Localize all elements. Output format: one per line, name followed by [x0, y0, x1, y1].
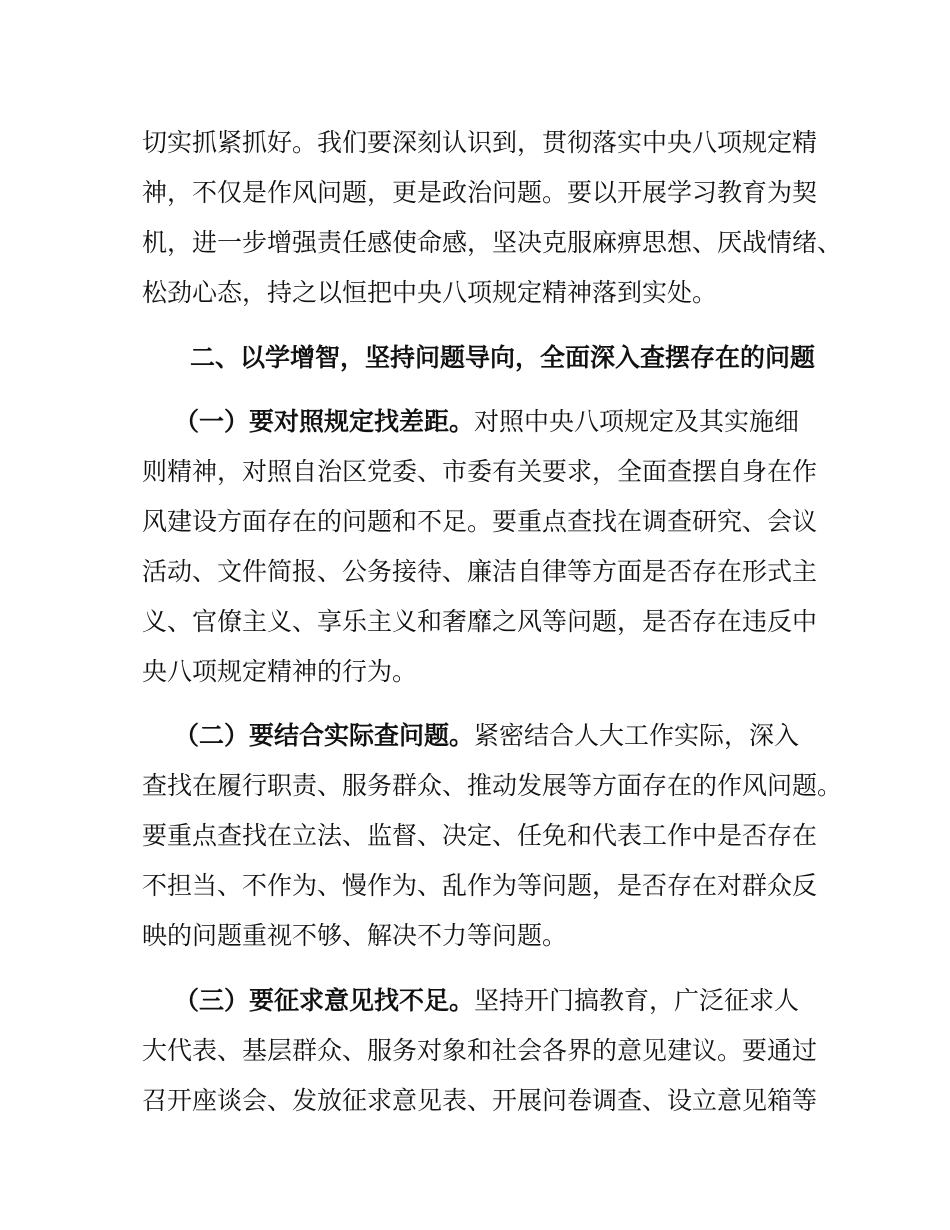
paragraph-line: 央八项规定精神的行为。 [142, 657, 418, 686]
subsection-first-line [174, 406, 950, 438]
subsection-title: （一）要对照规定找差距。 [174, 407, 475, 436]
paragraph-line: 大代表、基层群众、服务对象和社会各界的意见建议。要通过 [142, 1036, 818, 1065]
subsection-first-line [174, 720, 950, 752]
paragraph-line: 查找在履行职责、服务群众、推动发展等方面存在的作风问题。 [142, 771, 843, 800]
paragraph-line: 则精神，对照自治区党委、市委有关要求，全面查摆自身在作 [142, 457, 818, 486]
paragraph-line: 松劲心态，持之以恒把中央八项规定精神落到实处。 [142, 278, 718, 307]
paragraph-line: 映的问题重视不够、解决不力等问题。 [142, 921, 568, 950]
paragraph-line: 风建设方面存在的问题和不足。要重点查找在调查研究、会议 [142, 507, 818, 536]
subsection-text: 对照中央八项规定及其实施细 [474, 407, 800, 436]
paragraph-line: 神，不仅是作风问题，更是政治问题。要以开展学习教育为契 [142, 178, 818, 207]
subsection-text: 紧密结合人大工作实际，深入 [474, 721, 800, 750]
paragraph-line: 不担当、不作为、慢作为、乱作为等问题，是否存在对群众反 [142, 871, 818, 900]
subsection-title: （二）要结合实际查问题。 [174, 721, 475, 750]
paragraph-line: 机，进一步增强责任感使命感，坚决克服麻痹思想、厌战情绪、 [142, 228, 843, 257]
paragraph-line: 义、官僚主义、享乐主义和奢靡之风等问题，是否存在违反中 [142, 607, 818, 636]
paragraph-line: 召开座谈会、发放征求意见表、开展问卷调查、设立意见箱等 [142, 1086, 818, 1115]
subsection-text: 坚持开门搞教育，广泛征求人 [474, 986, 800, 1015]
paragraph-line: 切实抓紧抓好。我们要深刻认识到，贯彻落实中央八项规定精 [142, 128, 818, 157]
section-heading: 二、以学增智，坚持问题导向，全面深入查摆存在的问题 [190, 343, 816, 372]
paragraph-line: 要重点查找在立法、监督、决定、任免和代表工作中是否存在 [142, 821, 818, 850]
subsection-first-line [174, 985, 950, 1017]
subsection-title: （三）要征求意见找不足。 [174, 986, 475, 1015]
paragraph-line: 活动、文件简报、公务接待、廉洁自律等方面是否存在形式主 [142, 557, 818, 586]
